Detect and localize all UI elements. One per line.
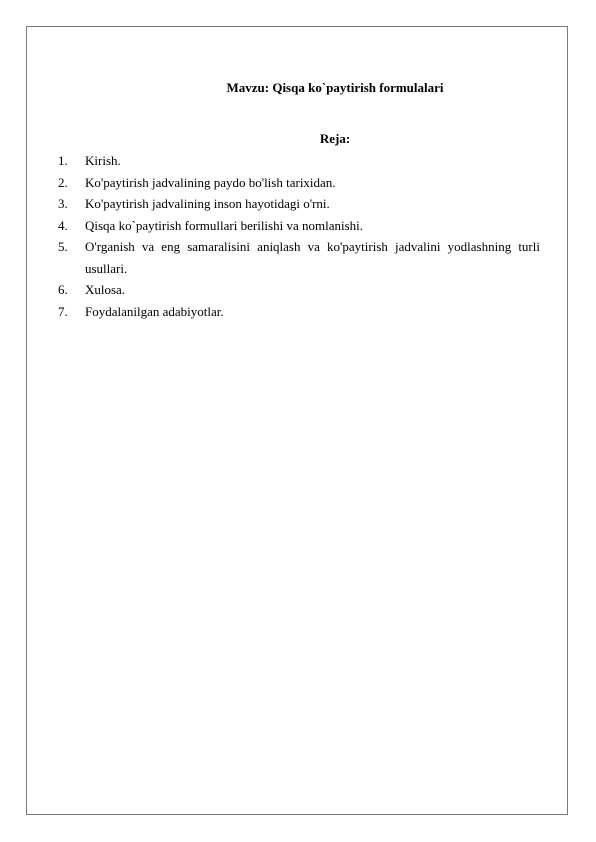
plan-item-text: O'rganish va eng samaralisini aniqlash va ko'paytirish jadvalini yodlashning turli usullari. [85, 239, 540, 276]
plan-item-text: Foydalanilgan adabiyotlar. [85, 303, 224, 319]
plan-item-6 [58, 279, 540, 301]
plan-item-number: 1. [58, 153, 68, 168]
plan-item-number: 4. [58, 217, 68, 233]
plan-item-number: 3. [58, 196, 68, 211]
plan-item-number: 5. [58, 239, 68, 254]
plan-item-text: Ko'paytirish jadvalining paydo bo'lish tarixidan. [85, 174, 336, 190]
plan-item-4 [58, 215, 540, 237]
plan-heading: Reja: [319, 131, 351, 146]
plan-item-5 [58, 236, 540, 279]
plan-item-number: 6. [58, 282, 68, 297]
plan-list [58, 150, 540, 322]
plan-item-1 [58, 150, 540, 172]
plan-item-text: Qisqa ko`paytirish formullari berilishi va nomlanishi. [85, 217, 364, 233]
plan-item-2 [58, 172, 540, 194]
plan-item-7 [58, 301, 540, 323]
plan-item-text: Xulosa. [85, 282, 126, 297]
plan-item-3 [58, 193, 540, 215]
plan-item-number: 7. [58, 303, 68, 319]
plan-item-text: Kirish. [85, 153, 121, 168]
plan-item-text: Ko'paytirish jadvalining inson hayotidagi o'rni. [85, 196, 330, 211]
document-title: Mavzu: Qisqa ko`paytirish formulalari [226, 80, 444, 95]
plan-item-number: 2. [58, 174, 68, 190]
